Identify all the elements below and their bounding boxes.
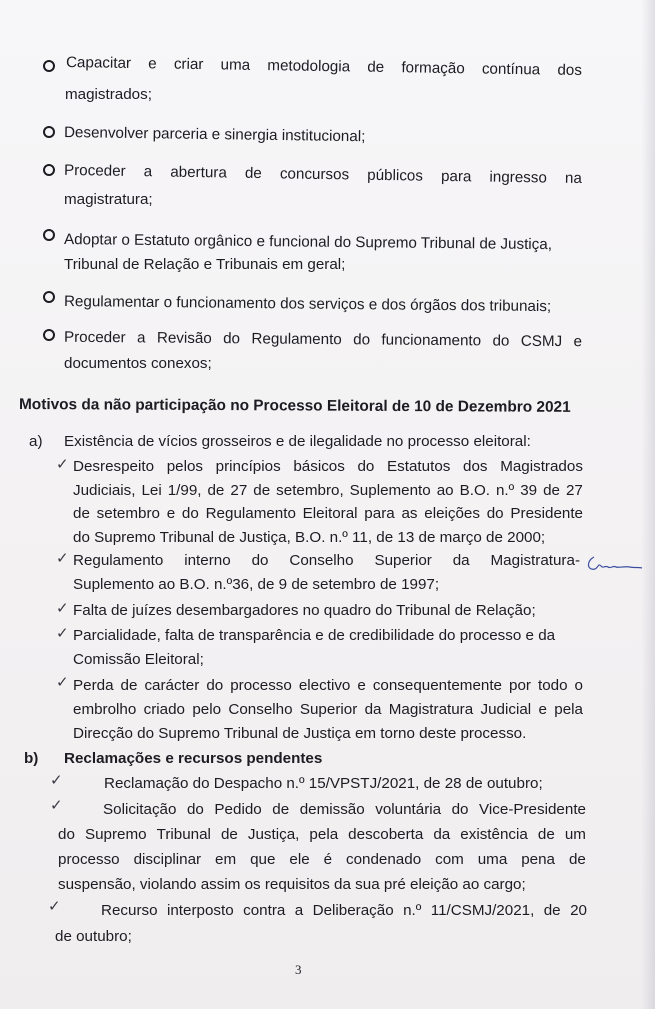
b-item-1-line-1: Reclamação do Despacho n.º 15/VPSTJ/2021, de 28 de outubro; — [104, 775, 543, 792]
goal-1-line-2: magistrados; — [65, 86, 152, 103]
circle-bullet-icon — [43, 329, 55, 341]
circle-bullet-icon — [43, 229, 55, 241]
check-icon: ✓ — [50, 797, 63, 814]
section-a-letter: a) — [29, 433, 43, 450]
goal-2-line-1: Desenvolver parceria e sinergia institucional; — [63, 124, 366, 146]
a-item-2-line-1: Regulamento interno do Conselho Superior da Magistratura- — [73, 552, 580, 569]
check-icon: ✓ — [50, 772, 63, 789]
handwritten-signature-icon — [584, 553, 644, 575]
circle-bullet-icon — [43, 164, 55, 176]
check-icon: ✓ — [56, 625, 69, 642]
circle-bullet-icon — [43, 291, 55, 303]
a-item-2-line-2: Suplemento ao B.O. n.º36, de 9 de setembro de 1997; — [73, 576, 440, 593]
goal-6-line-1: Proceder a Revisão do Regulamento do funcionamento do CSMJ e — [63, 328, 583, 351]
section-a-title: Existência de vícios grosseiros e de ilegalidade no processo eleitoral: — [64, 433, 531, 450]
check-icon: ✓ — [56, 456, 69, 473]
a-item-4-line-2: Comissão Eleitoral; — [73, 651, 204, 668]
b-item-3-line-1: Recurso interposto contra a Deliberação n.º 11/CSMJ/2021, de 20 — [101, 902, 587, 919]
section-b-letter: b) — [24, 750, 39, 767]
circle-bullet-icon — [43, 60, 55, 72]
a-item-3-line-1: Falta de juízes desembargadores no quadro do Tribunal de Relação; — [73, 602, 536, 619]
a-item-5-line-3: Direcção do Supremo Tribunal de Justiça em torno deste processo. — [73, 725, 527, 742]
b-item-2-line-2: do Supremo Tribunal de Justiça, pela descoberta da existência de um — [58, 826, 586, 843]
goal-1-line-1: Capacitar e criar uma metodologia de formação contínua dos — [65, 53, 583, 80]
a-item-1-line-3: de setembro e do Regulamento Eleitoral para as eleições do Presidente — [73, 505, 583, 522]
check-icon: ✓ — [56, 674, 69, 691]
a-item-5-line-2: embrolho criado pelo Conselho Superior da Magistratura Judicial e pela — [73, 701, 583, 718]
b-item-3-line-2: de outubro; — [55, 928, 132, 945]
goal-3-line-1: Proceder a abertura de concursos públicos para ingresso na — [63, 161, 583, 188]
a-item-4-line-1: Parcialidade, falta de transparência e de credibilidade do processo e da — [73, 627, 556, 644]
page-edge-shadow — [641, 0, 655, 1009]
goal-3-line-2: magistratura; — [64, 191, 153, 208]
check-icon: ✓ — [48, 898, 61, 915]
check-icon: ✓ — [56, 600, 69, 617]
section-heading: Motivos da não participação no Processo Eleitoral de 10 de Dezembro 2021 — [18, 396, 571, 416]
goal-6-line-2: documentos conexos; — [64, 355, 212, 372]
a-item-1-line-1: Desrespeito pelos princípios básicos do Estatutos dos Magistrados — [73, 458, 583, 475]
goal-4-line-2: Tribunal de Relação e Tribunais em geral; — [64, 256, 346, 273]
a-item-5-line-1: Perda de carácter do processo electivo e consequentemente por todo o — [73, 677, 583, 694]
goal-4-line-1: Adoptar o Estatuto orgânico e funcional do Supremo Tribunal de Justiça, — [63, 231, 553, 254]
a-item-1-line-4: do Supremo Tribunal de Justiça, B.O. n.º 11, de 13 de março de 2000; — [73, 529, 546, 546]
b-item-2-line-1: Solicitação do Pedido de demissão voluntária do Vice-Presidente — [103, 801, 586, 818]
check-icon: ✓ — [56, 550, 69, 567]
section-b-title: Reclamações e recursos pendentes — [64, 750, 323, 767]
b-item-2-line-4: suspensão, violando assim os requisitos da sua pré eleição ao cargo; — [58, 876, 526, 893]
goal-5-line-1: Regulamentar o funcionamento dos serviços e dos órgãos dos tribunais; — [63, 293, 552, 316]
circle-bullet-icon — [43, 126, 55, 138]
a-item-1-line-2: Judiciais, Lei 1/99, de 27 de setembro, Suplemento ao B.O. n.º 39 de 27 — [73, 482, 583, 499]
page-number: 3 — [295, 962, 302, 977]
b-item-2-line-3: processo disciplinar em que ele é condenado com uma pena de — [58, 851, 586, 868]
